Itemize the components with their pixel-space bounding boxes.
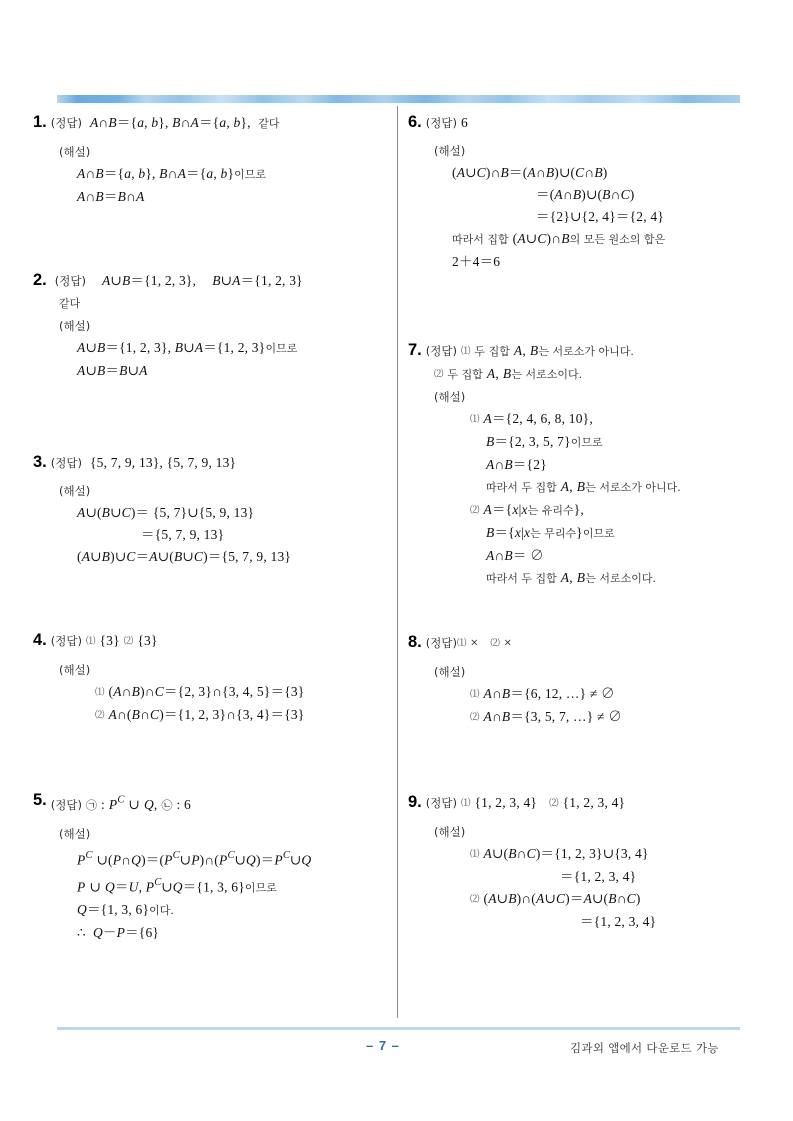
problem-3 xyxy=(33,452,388,630)
problem-8-solution-line-1: ⑴ A∩B＝{6, 12, …} ≠ ∅ xyxy=(470,686,615,701)
problem-5-solution-line-2: P ∪ Q＝U, $P^C\cup Q=\{1$, 3, 6}이므로 xyxy=(77,876,277,894)
problem-1-header xyxy=(33,112,388,135)
problem-8 xyxy=(408,632,763,792)
problem-6-solution-line-1: (A∪C)∩B＝(A∩B)∪(C∩B) xyxy=(452,165,608,180)
problem-6 xyxy=(408,112,763,340)
problem-6-solution-line-5: 2＋4＝6 xyxy=(452,254,501,269)
problem-1-solution-line-1: A∩B＝{a, b}, B∩A＝{a, b}이므로 xyxy=(77,166,267,181)
footer-rule xyxy=(57,1027,740,1030)
problem-4-header xyxy=(33,630,388,653)
problem-7-solution-line-8: 따라서 두 집합 A, B는 서로소이다. xyxy=(486,570,656,585)
problem-2-number: 2. xyxy=(33,271,47,289)
problem-6-number: 6. xyxy=(408,113,422,131)
problem-2-solution-label: (해설) xyxy=(59,319,91,333)
left-column xyxy=(33,112,388,944)
problem-5-solution-label: (해설) xyxy=(59,827,91,842)
problem-1-solution-line-2: A∩B＝B∩A xyxy=(77,189,145,204)
problem-9-solution-line-1: ⑴ A∪(B∩C)＝{1, 2, 3}∪{3, 4} xyxy=(470,846,649,861)
problem-1-solution-label: (해설) xyxy=(59,145,91,159)
problem-2-answer-line2: 같다 xyxy=(59,297,81,310)
problem-2-solution-line-2: A∪B＝B∪A xyxy=(77,363,148,378)
problem-7-solution-line-5: ⑵ A＝{x|x는 유리수}, xyxy=(470,502,584,517)
problem-2-header xyxy=(33,270,388,292)
page-number: – 7 – xyxy=(366,1038,400,1053)
problem-6-header xyxy=(408,112,763,134)
problem-4 xyxy=(33,630,388,790)
problem-8-answer: (정답)⑴ × ⑵ × xyxy=(425,635,512,650)
problem-3-solution-label: (해설) xyxy=(59,484,91,498)
problem-8-solution-line-2: ⑵ A∩B＝{3, 5, 7, …} ≠ ∅ xyxy=(470,709,622,724)
problem-6-solution-label: (해설) xyxy=(434,144,466,158)
problem-3-header xyxy=(33,452,388,474)
problem-4-solution-line-1: ⑴ (A∩B)∩C＝{2, 3}∩{3, 4, 5}＝{3} xyxy=(95,684,305,699)
problem-7-number: 7. xyxy=(408,341,422,359)
problem-2-solution-line-1: A∪B＝{1, 2, 3}, B∪A＝{1, 2, 3}이므로 xyxy=(77,340,298,355)
problem-9-number: 9. xyxy=(408,793,422,811)
problem-4-number: 4. xyxy=(33,631,47,649)
problem-7-solution-line-6: B＝{x|x는 무리수}이므로 xyxy=(486,525,615,540)
problem-7-answer-line2: ⑵ 두 집합 A, B는 서로소이다. xyxy=(434,366,583,381)
problem-9 xyxy=(408,792,763,933)
problem-3-number: 3. xyxy=(33,453,47,471)
problem-1-number: 1. xyxy=(33,113,47,131)
problem-7-header xyxy=(408,340,763,363)
problem-5-solution-line-4: ∴ Q－P＝{6} xyxy=(77,924,160,940)
problem-4-answer: (정답) ⑴ {3} ⑵ {3} xyxy=(50,633,158,648)
problem-6-solution-line-2: ＝(A∩B)∪(B∩C) xyxy=(536,187,635,202)
problem-4-solution-label: (해설) xyxy=(59,663,91,677)
problem-5 xyxy=(33,790,388,944)
problem-5-number: 5. xyxy=(33,791,47,809)
problem-7-solution-line-3: A∩B＝{2} xyxy=(486,457,547,472)
right-column xyxy=(408,112,763,933)
problem-3-solution-line-1: A∪(B∪C)＝ {5, 7}∪{5, 9, 13} xyxy=(77,505,255,520)
problem-7-answer: (정답) ⑴ 두 집합 A, B는 서로소가 아니다. xyxy=(425,343,634,358)
problem-5-solution-line-1: $P^C$ $\cup(P\cap Q)=(P^C\cup P)\cap(P^C\cup Q)=P^C\cup Q$ xyxy=(77,850,312,868)
problem-9-solution-line-2: ＝{1, 2, 3, 4} xyxy=(560,869,637,884)
problem-3-answer: (정답) {5, 7, 9, 13}, {5, 7, 9, 13} xyxy=(50,455,237,470)
problem-1-answer: (정답) A∩B＝{a, b}, B∩A＝{a, b}, 같다 xyxy=(50,115,280,130)
problem-9-header xyxy=(408,792,763,815)
problem-9-solution-line-4: ＝{1, 2, 3, 4} xyxy=(580,914,657,929)
problem-2 xyxy=(33,270,388,452)
problem-2-answer: (정답) A∪B＝{1, 2, 3}, B∪A＝{1, 2, 3} xyxy=(54,273,303,288)
problem-7-solution-line-7: A∩B＝ ∅ xyxy=(486,548,544,563)
problem-7-solution-line-2: B＝{2, 3, 5, 7}이므로 xyxy=(486,434,603,449)
problem-7-solution-line-4: 따라서 두 집합 A, B는 서로소가 아니다. xyxy=(486,479,681,494)
column-divider xyxy=(397,106,398,1018)
footer-note: 김과외 앱에서 다운로드 가능 xyxy=(570,1041,719,1055)
problem-6-answer: (정답) 6 xyxy=(425,115,468,130)
problem-5-solution-line-3: Q＝{1, 3, 6}이다. xyxy=(77,901,174,917)
problem-6-solution-line-4: 따라서 집합 (A∪C)∩B의 모든 원소의 합은 xyxy=(452,231,666,246)
problem-7-solution-label: (해설) xyxy=(434,390,466,404)
header-accent-bar xyxy=(57,95,740,103)
problem-9-solution-line-3: ⑵ (A∪B)∩(A∪C)＝A∪(B∩C) xyxy=(470,891,641,906)
problem-3-solution-line-2: ＝{5, 7, 9, 13} xyxy=(141,527,225,542)
problem-8-number: 8. xyxy=(408,633,422,651)
problem-9-answer: (정답) ⑴ {1, 2, 3, 4} ⑵ {1, 2, 3, 4} xyxy=(425,795,626,810)
problem-1 xyxy=(33,112,388,270)
problem-9-solution-label: (해설) xyxy=(434,825,466,839)
problem-7 xyxy=(408,340,763,632)
problem-3-solution-line-3: (A∪B)∪C＝A∪(B∪C)＝{5, 7, 9, 13} xyxy=(77,549,292,564)
problem-5-header xyxy=(33,790,388,817)
problem-8-header xyxy=(408,632,763,655)
problem-6-solution-line-3: ＝{2}∪{2, 4}＝{2, 4} xyxy=(536,209,665,224)
problem-4-solution-line-2: ⑵ A∩(B∩C)＝{1, 2, 3}∩{3, 4}＝{3} xyxy=(95,707,305,722)
problem-8-solution-label: (해설) xyxy=(434,665,466,679)
problem-7-solution-line-1: ⑴ A＝{2, 4, 6, 8, 10}, xyxy=(470,411,593,426)
problem-5-answer: (정답) ㉠ : $P^C$ ∪ Q, ㉡ : 6 xyxy=(50,795,191,813)
